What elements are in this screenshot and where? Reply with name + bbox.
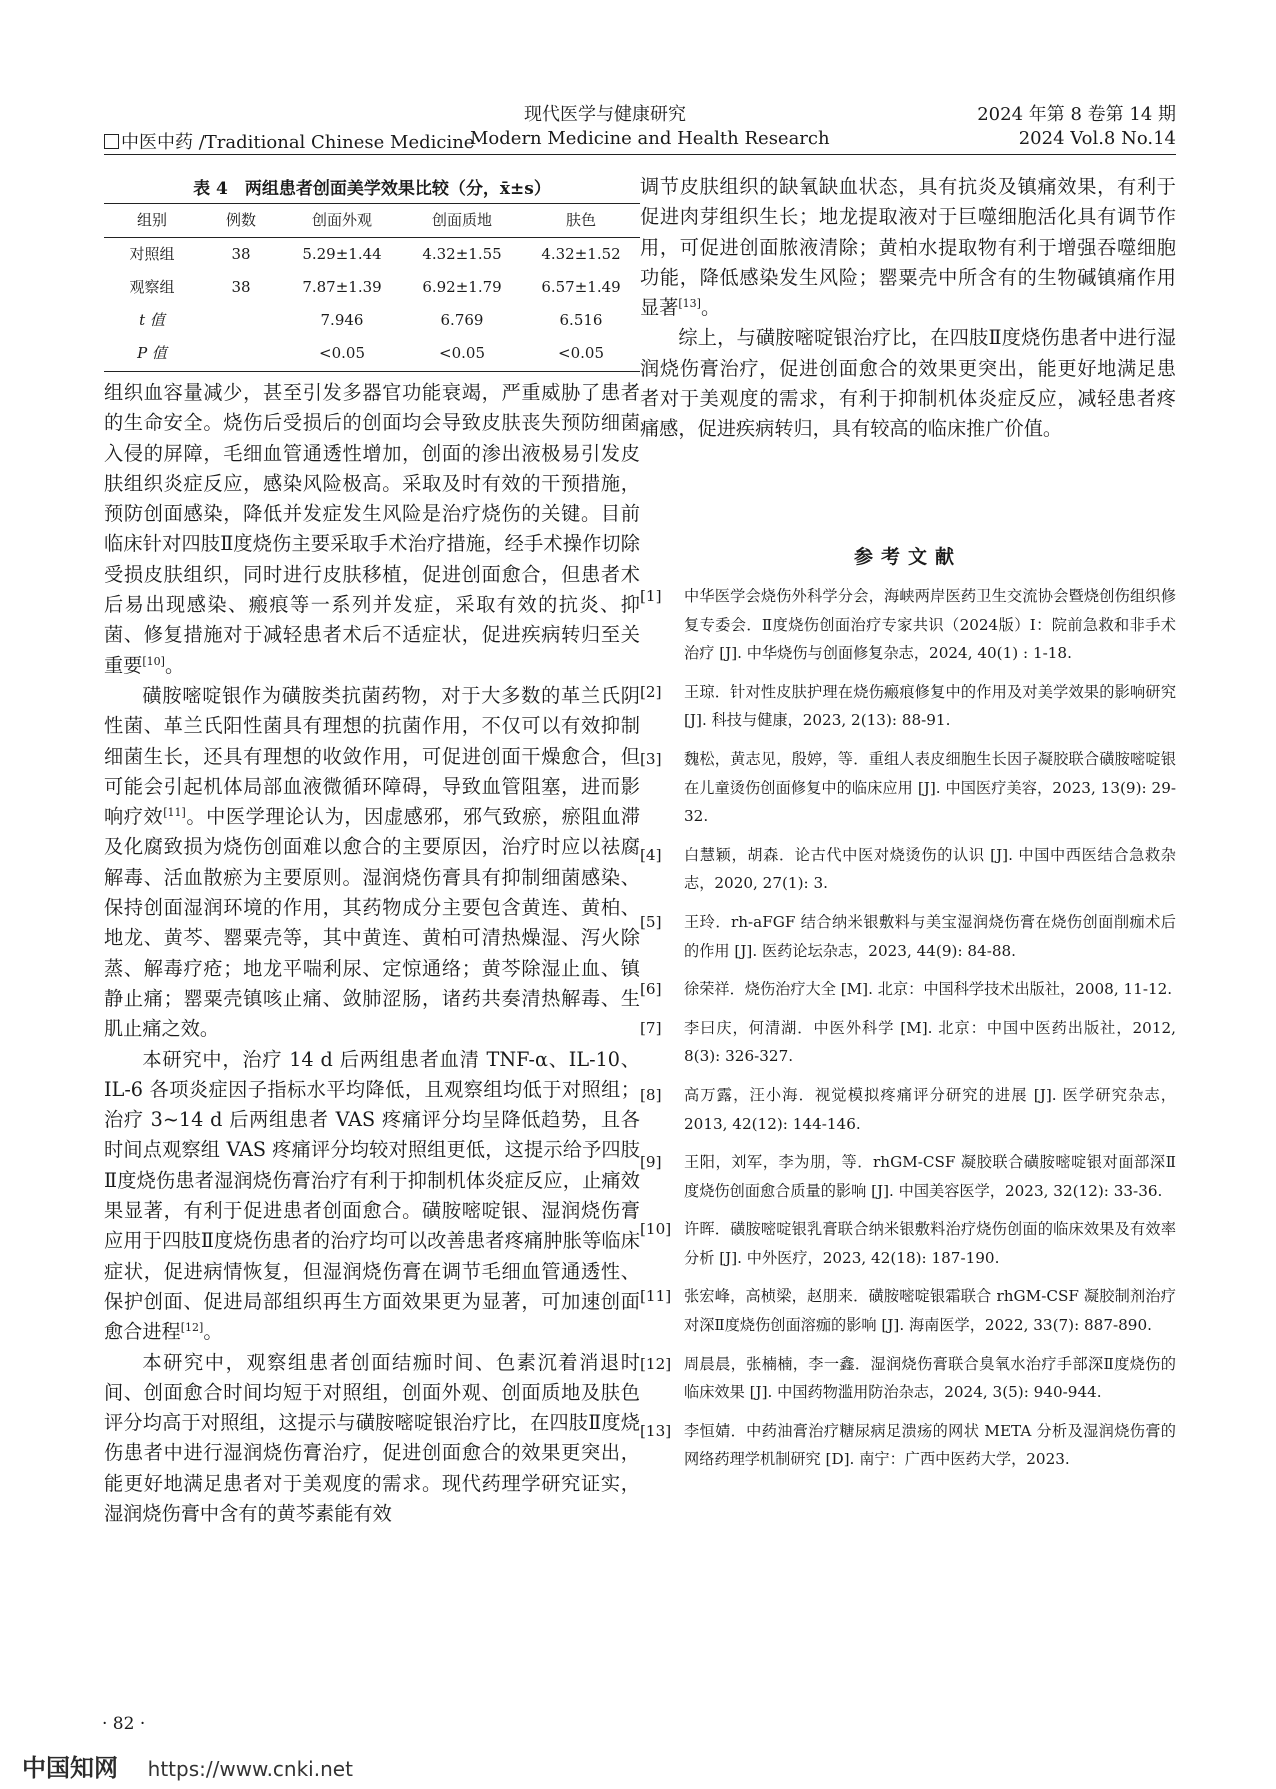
table-header-cell: 组别 [136,211,167,229]
table-cell: 对照组 [129,245,175,263]
reference-number: [9] [640,1153,662,1172]
left-column [104,378,640,1529]
paragraph: 组织血容量减少，甚至引发多器官功能衰竭，严重威胁了患者的生命安全。烧伤后受损后的创面均会导致皮肤丧失预防细菌入侵的屏障，毛细血管通透性增加，创面的渗出液极易引发皮肤组织炎症反应，感染风险极高。采取及时有效的干预措施，预防创面感染，降低并发症发生风险是治疗烧伤的关键。目前临床针对四肢Ⅱ度烧伤主要采取手术治疗措施，经手术操作切除受损皮肤组织，同时进行皮肤移植，促进创面愈合，但患者术后易出现感染、瘢痕等一系列并发症，采取有效的抗炎、抑菌、修复措施对于减轻患者术后不适症状，促进疾病转归至关重要[10]。 [104,381,640,677]
table-cell: 6.516 [559,311,603,329]
header-rule [104,154,1176,155]
cnki-logo: 中国知网 [22,1754,118,1782]
page-number: · 82 · [102,1714,146,1734]
reference-number: [5] [640,912,662,931]
paragraph: 磺胺嘧啶银作为磺胺类抗菌药物，对于大多数的革兰氏阴性菌、革兰氏阳性菌具有理想的抗菌作用，不仅可以有效抑制细菌生长，还具有理想的收敛作用，可促进创面干燥愈合，但可能会引起机体局部血液微循环障碍，导致血管阻塞，进而影响疗效[11]。中医学理论认为，因虚感邪，邪气致瘀，瘀阻血滞及化腐致损为烧伤创面难以愈合的主要原因，治疗时应以祛腐解毒、活血散瘀为主要原则。湿润烧伤膏具有抑制细菌感染、保持创面湿润环境的作用，其药物成分主要包含黄连、黄柏、地龙、黄芩、罂粟壳等，其中黄连、黄柏可清热燥湿、泻火除蒸、解毒疗疮；地龙平喘利尿、定惊通络；黄芩除湿止血、镇静止痛；罂粟壳镇咳止痛、敛肺涩肠，诸药共奏清热解毒、生肌止痛之效。 [104,683,641,1041]
table-top-rule [104,203,640,204]
reference-item [640,975,1176,1004]
table-header-cell: 肤色 [565,211,596,229]
reference-text: 白慧颖，胡森．论古代中医对烧烫伤的认识 [J]. 中国中西医结合急救杂志，2020, 27(1): 3. [684,845,1176,893]
reference-text: 周晨晨，张楠楠，李一鑫．湿润烧伤膏联合臭氧水治疗手部深Ⅱ度烧伤的临床效果 [J]. 中国药物滥用防治杂志，2024, 3(5): 940-944. [684,1354,1176,1402]
reference-item [640,908,1176,965]
reference-item [640,1014,1176,1071]
table-header-rule [104,237,640,238]
reference-item [640,582,1176,668]
reference-text: 许晖．磺胺嘧啶银乳膏联合纳米银敷料治疗烧伤创面的临床效果及有效率分析 [J]. 中外医疗，2023, 42(18): 187-190. [684,1220,1176,1267]
reference-number: [10] [640,1220,672,1239]
table-row [104,305,640,335]
reference-number: [4] [640,845,662,864]
table-row [104,338,640,368]
table-cell: 38 [231,278,251,296]
reference-number: [3] [640,749,662,768]
running-header-line1 [104,100,1176,124]
reference-item [640,1148,1176,1205]
table-cell: P 值 [137,344,167,362]
paragraph: 本研究中，观察组患者创面结痂时间、色素沉着消退时间、创面愈合时间均短于对照组，创面外观、创面质地及肤色评分均高于对照组，这提示与磺胺嘧啶银治疗比，在四肢Ⅱ度烧伤患者中进行湿润烧伤膏治疗，促进创面愈合的效果更突出，能更好地满足患者对于美观度的需求。现代药理学研究证实，湿润烧伤膏中含有的黄芩素能有效 [104,1350,640,1525]
table-row [104,239,640,269]
reference-item [640,678,1176,735]
table-header-cell: 创面外观 [311,211,372,229]
reference-text: 王玲．rh-aFGF 结合纳米银敷料与美宝湿润烧伤膏在烧伤创面削痂术后的作用 [J]. 医药论坛杂志，2023, 44(9): 84-88. [684,912,1176,960]
reference-item [640,1350,1176,1407]
reference-text: 王阳，刘军，李为朋，等．rhGM-CSF 凝胶联合磺胺嘧啶银对面部深Ⅱ度烧伤创面愈合质量的影响 [J]. 中国美容医学，2023, 32(12): 33-36. [684,1153,1176,1200]
reference-text: 徐荣祥．烧伤治疗大全 [M]. 北京：中国科学技术出版社，2008, 11-12. [684,980,1173,999]
journal-name-en: Modern Medicine and Health Research [470,128,830,149]
reference-item [640,1417,1176,1474]
reference-number: [1] [640,587,662,605]
table-cell: t 值 [139,311,165,329]
table-bottom-rule [104,371,640,372]
journal-name-cn: 现代医学与健康研究 [524,104,686,125]
issue-info-en: 2024 Vol.8 No.14 [1018,128,1176,149]
issue-info-cn: 2024 年第 8 卷第 14 期 [977,104,1176,125]
checkbox-square-icon [104,134,119,149]
cnki-watermark [22,1748,353,1780]
table-header-cell: 创面质地 [431,211,492,229]
right-column [640,172,1176,445]
citation: [11] [163,806,186,820]
table-cell: <0.05 [558,344,604,362]
reference-number: [2] [640,682,662,701]
table-cell: <0.05 [319,344,365,362]
reference-number: [7] [640,1018,662,1037]
citation: [10] [142,654,165,668]
reference-number: [12] [640,1354,672,1373]
table-cell [200,305,282,335]
table-row [104,272,640,302]
references-heading: 参考文献 [853,546,962,568]
reference-item [640,1215,1176,1272]
reference-text: 张宏峰，高桢梁，赵朋来．磺胺嘧啶银霜联合 rhGM-CSF 凝胶制剂治疗对深Ⅱ度烧伤创面溶痂的影响 [J]. 海南医学，2022, 33(7): 887-890. [684,1287,1176,1335]
cnki-url[interactable]: https://www.cnki.net [147,1757,353,1781]
table-cell: 4.32±1.55 [422,245,502,263]
table-cell: 7.946 [320,311,364,329]
table-header-row [104,205,640,235]
reference-list [640,582,1176,1484]
table-cell: 6.769 [440,311,484,329]
citation: [12] [180,1321,204,1335]
table-cell: 6.92±1.79 [422,278,502,296]
reference-number: [11] [640,1287,672,1306]
table-cell: 5.29±1.44 [302,245,382,263]
table-cell: <0.05 [439,344,485,362]
reference-number: [13] [640,1421,672,1440]
reference-text: 中华医学会烧伤外科学分会，海峡两岸医药卫生交流协会暨烧创伤组织修复专委会．Ⅱ度烧伤创面治疗专家共识（2024版）Ⅰ：院前急救和非手术治疗 [J]. 中华烧伤与创面修复杂志，2024, 40(1) : 1-18. [684,587,1176,663]
reference-text: 李恒婧．中药油膏治疗糖尿病足溃疡的网状 META 分析及湿润烧伤膏的网络药理学机制研究 [D]. 南宁：广西中医药大学，2023. [684,1421,1176,1469]
table-header-cell: 例数 [225,211,256,229]
paragraph: 综上，与磺胺嘧啶银治疗比，在四肢Ⅱ度烧伤患者中进行湿润烧伤膏治疗，促进创面愈合的效果更突出，能更好地满足患者对于美观度的需求，有利于抑制机体炎症反应，减轻患者疼痛感，促进疾病转归，具有较高的临床推广价值。 [640,326,1176,441]
table-caption: 表 4 两组患者创面美学效果比较（分，x̄±s） [193,179,551,199]
reference-text: 魏松，黄志见，殷婷，等．重组人表皮细胞生长因子凝胶联合磺胺嘧啶银在儿童烫伤创面修复中的临床应用 [J]. 中国医疗美容，2023, 13(9): 29-32. [684,749,1176,826]
paragraph: 本研究中，治疗 14 d 后两组患者血清 TNF-α、IL-10、IL-6 各项炎症因子指标水平均降低，且观察组均低于对照组；治疗 3~14 d 后两组患者 VAS 疼痛评分均呈降低趋势，且各时间点观察组 VAS 疼痛评分均较对照组更低，这提示给予四肢Ⅱ度烧伤患者湿润烧伤膏治疗有利于抑制机体炎症反应，止痛效果显著，有利于促进患者创面愈合。磺胺嘧啶银、湿润烧伤膏应用于四肢Ⅱ度烧伤患者的治疗均可以改善患者疼痛肿胀等临床症状，促进病情恢复，但湿润烧伤膏在调节毛细血管通透性、保护创面、促进局部组织再生方面效果更为显著，可加速创面愈合进程[12]。 [104,1047,640,1344]
reference-item [640,1081,1176,1138]
table-cell: 观察组 [129,278,175,296]
reference-item [640,1282,1176,1339]
table-cell: 4.32±1.52 [541,245,621,263]
table-cell: 6.57±1.49 [541,278,621,296]
reference-number: [8] [640,1085,662,1104]
reference-number: [6] [640,980,662,999]
reference-item [640,841,1176,898]
section-label: 中医中药 /Traditional Chinese Medicine [104,128,474,154]
table-cell: 7.87±1.39 [302,278,382,296]
reference-item [640,745,1176,831]
table-cell: 38 [231,245,251,263]
citation: [13] [678,297,701,311]
running-header-line2 [104,128,1176,152]
reference-text: 李曰庆，何清湖．中医外科学 [M]. 北京：中国中医药出版社，2012, 8(3): 326-327. [684,1018,1176,1066]
reference-text: 王琼．针对性皮肤护理在烧伤瘢痕修复中的作用及对美学效果的影响研究 [J]. 科技与健康，2023, 2(13): 88-91. [684,682,1176,730]
table-cell [200,338,282,368]
reference-text: 高万露，汪小海．视觉模拟疼痛评分研究的进展 [J]. 医学研究杂志，2013, 42(12): 144-146. [684,1085,1176,1133]
paragraph: 调节皮肤组织的缺氧缺血状态，具有抗炎及镇痛效果，有利于促进肉芽组织生长；地龙提取液对于巨噬细胞活化具有调节作用，可促进创面脓液清除；黄柏水提取物有利于增强吞噬细胞功能，降低感染发生风险；罂粟壳中所含有的生物碱镇痛作用显著[13]。 [640,175,1176,320]
